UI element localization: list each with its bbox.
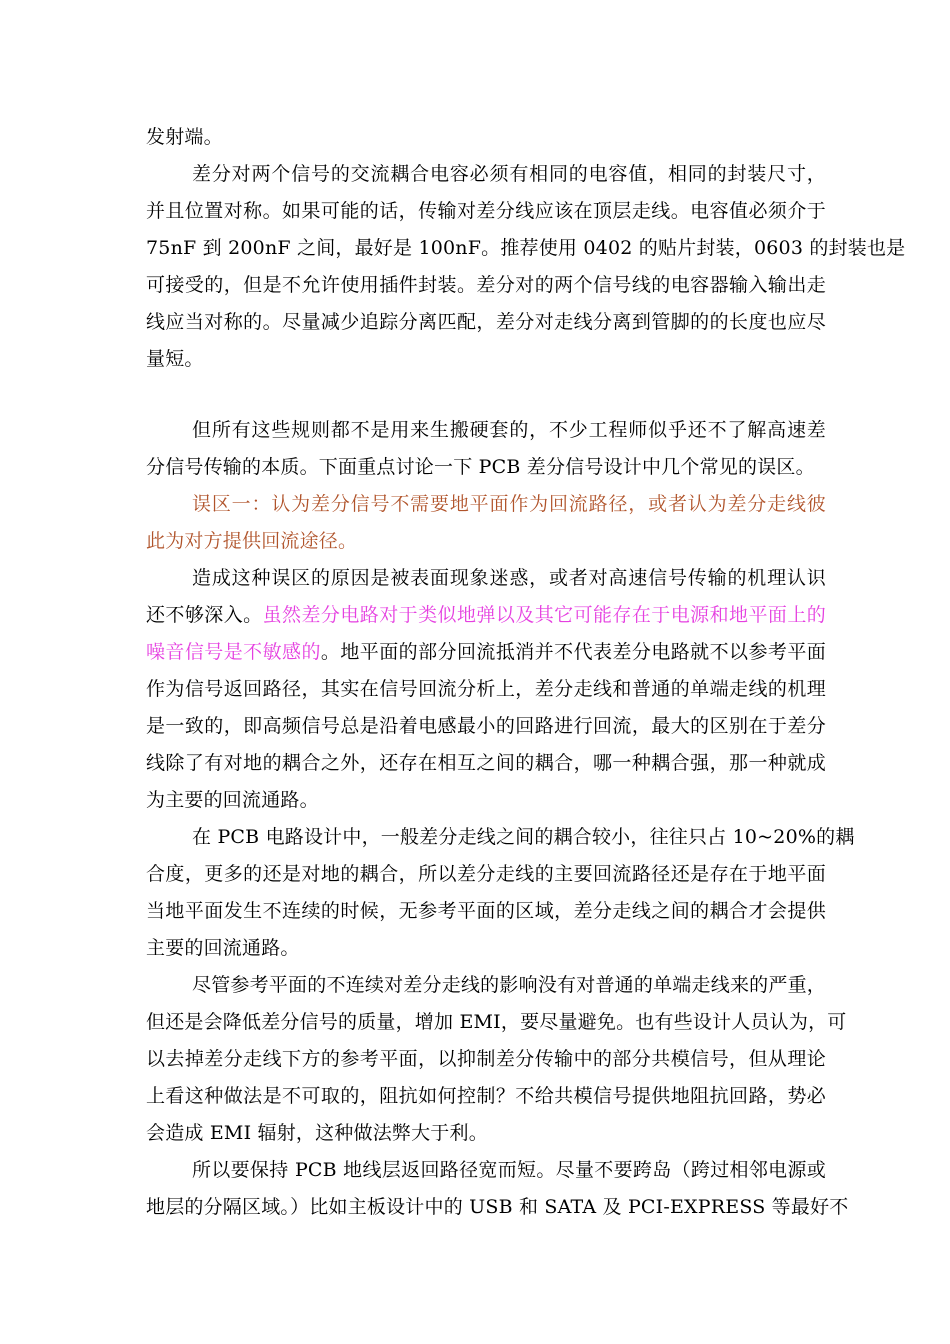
text-line: 会造成 EMI 辐射，这种做法弊大于利。 xyxy=(146,1122,488,1144)
text-line: 是一致的，即高频信号总是沿着电感最小的回路进行回流，最大的区别在于差分 xyxy=(146,715,826,737)
highlight-span: 噪音信号是不敏感的 xyxy=(146,641,321,663)
text-line: 地层的分隔区域。）比如主板设计中的 USB 和 SATA 及 PCI-EXPRESS 等最好不 xyxy=(146,1196,849,1218)
text-line: 合度，更多的还是对地的耦合，所以差分走线的主要回流路径还是存在于地平面 xyxy=(146,863,826,885)
text-line: 但还是会降低差分信号的质量，增加 EMI，要尽量避免。也有些设计人员认为，可 xyxy=(146,1011,847,1033)
highlight-span: 虽然差分电路对于类似地弹以及其它可能存在于电源和地平面上的 xyxy=(262,604,826,626)
text-line: 并且位置对称。如果可能的话，传输对差分线应该在顶层走线。电容值必须介于 xyxy=(146,200,826,222)
text-line: 分信号传输的本质。下面重点讨论一下 PCB 差分信号设计中几个常见的误区。 xyxy=(146,456,815,478)
misconception-heading-line: 误区一：认为差分信号不需要地平面作为回流路径，或者认为差分走线彼 xyxy=(192,493,826,515)
text-line: 主要的回流通路。 xyxy=(146,937,300,959)
text-line: 差分对两个信号的交流耦合电容必须有相同的电容值，相同的封装尺寸， xyxy=(192,163,826,185)
text-line: 75nF 到 200nF 之间，最好是 100nF。推荐使用 0402 的贴片封装，0603 的封装也是 xyxy=(146,237,906,259)
text-line: 线除了有对地的耦合之外，还存在相互之间的耦合，哪一种耦合强，那一种就成 xyxy=(146,752,826,774)
text-span: 。地平面的部分回流抵消并不代表差分电路就不以参考平面 xyxy=(320,641,826,663)
text-line: 量短。 xyxy=(146,348,204,370)
text-line: 尽管参考平面的不连续对差分走线的影响没有对普通的单端走线来的严重， xyxy=(192,974,826,996)
text-line: 在 PCB 电路设计中，一般差分走线之间的耦合较小，往往只占 10~20%的耦 xyxy=(192,826,855,848)
text-line: 但所有这些规则都不是用来生搬硬套的，不少工程师似乎还不了解高速差 xyxy=(192,419,826,441)
text-span: 还不够深入。 xyxy=(146,604,263,626)
text-line: 所以要保持 PCB 地线层返回路径宽而短。尽量不要跨岛（跨过相邻电源或 xyxy=(192,1159,826,1181)
text-line: 当地平面发生不连续的时候，无参考平面的区域，差分走线之间的耦合才会提供 xyxy=(146,900,826,922)
text-line: 可接受的，但是不允许使用插件封装。差分对的两个信号线的电容器输入输出走 xyxy=(146,274,826,296)
text-line: 作为信号返回路径，其实在信号回流分析上，差分走线和普通的单端走线的机理 xyxy=(146,678,826,700)
text-line: 以去掉差分走线下方的参考平面，以抑制差分传输中的部分共模信号，但从理论 xyxy=(146,1048,826,1070)
text-line: 造成这种误区的原因是被表面现象迷惑，或者对高速信号传输的机理认识 xyxy=(192,567,826,589)
text-line: 为主要的回流通路。 xyxy=(146,789,319,811)
text-line: 上看这种做法是不可取的，阻抗如何控制？不给共模信号提供地阻抗回路，势必 xyxy=(146,1085,826,1107)
text-line xyxy=(146,640,826,664)
text-line: 发射端。 xyxy=(146,126,223,148)
text-line: 线应当对称的。尽量减少追踪分离匹配，差分对走线分离到管脚的的长度也应尽 xyxy=(146,311,826,333)
misconception-heading-line: 此为对方提供回流途径。 xyxy=(146,530,358,552)
text-line xyxy=(146,603,826,627)
